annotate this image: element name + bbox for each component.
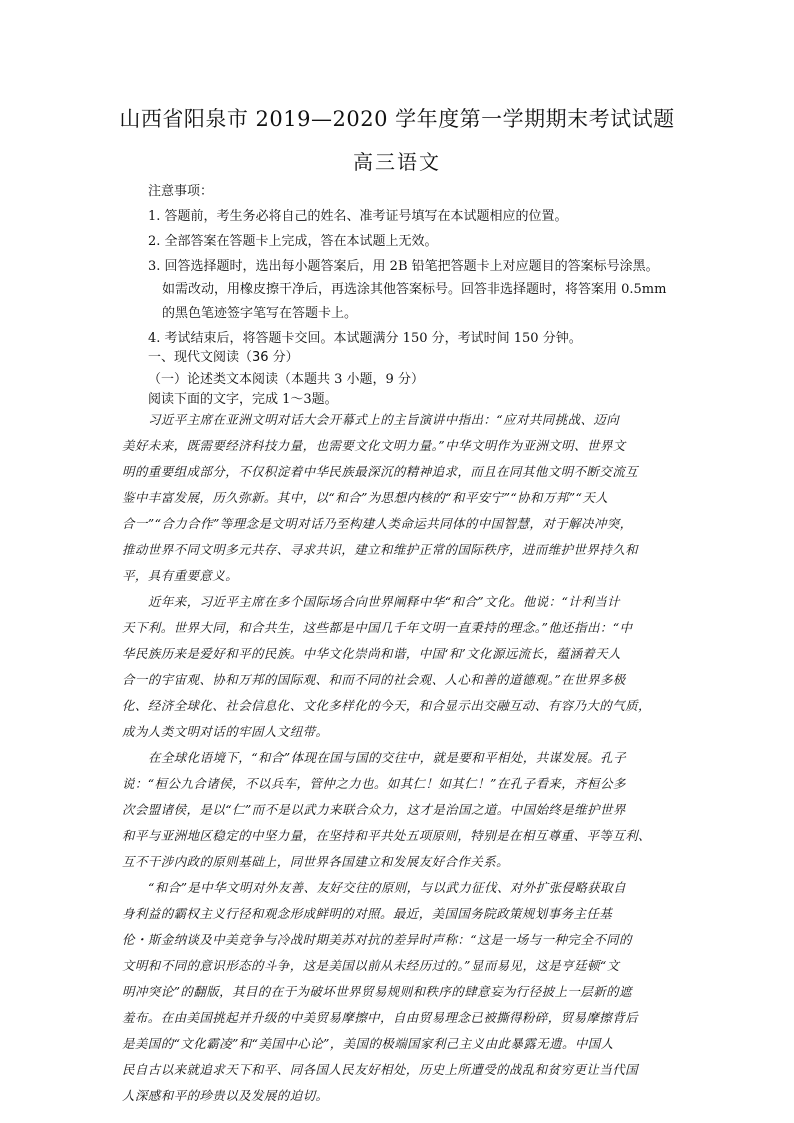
notice-item: 的黑色笔迹签字笔写在答题卡上。 [162, 306, 358, 321]
passage-line: “和合”是中华文明对外友善、友好交往的原则，与以武力征伐、对外扩张侵略获取自 [148, 880, 626, 895]
passage-line: 在全球化语境下，“和合”体现在国与国的交往中，就是要和平相处，共谋发展。孔子 [148, 750, 626, 765]
passage-line: 文明和不同的意识形态的斗争，这是美国以前从未经历过的。”显而易见，这是亨廷顿“文 [122, 958, 620, 973]
passage-line: 成为人类文明对话的牢固人文纽带。 [122, 724, 329, 739]
passage-line: 合一的宇宙观、协和万邦的国际观、和而不同的社会观、人心和善的道德观。”在世界多极 [122, 672, 626, 687]
passage-line: 平，具有重要意义。 [122, 568, 239, 583]
section-heading: 一、现代文阅读（36 分） [148, 350, 299, 365]
passage-line: 推动世界不同文明多元共存、寻求共识，建立和维护正常的国际秩序，进而维护世界持久和 [122, 542, 639, 557]
passage-line: 合一”“合力合作”等理念是文明对话乃至构建人类命运共同体的中国智慧，对于解决冲突， [122, 516, 633, 531]
passage-line: 和平与亚洲地区稳定的中坚力量，在坚持和平共处五项原则，特别是在相互尊重、平等互利、 [122, 828, 651, 843]
passage-line: 近年来，习近平主席在多个国际场合向世界阐释中华“和合”文化。他说：“计利当计 [148, 594, 620, 609]
passage-line: 化、经济全球化、社会信息化、文化多样化的今天，和合显示出交融互动、有容乃大的气质， [122, 698, 651, 713]
passage-line: 天下利。世界大同，和合共生，这些都是中国几千年文明一直秉持的理念。”他还指出：“中 [122, 620, 633, 635]
notice-item: 4. 考试结束后，将答题卡交回。本试题满分 150 分，考试时间 150 分钟。 [148, 331, 582, 346]
instruction-text: 阅读下面的文字，完成 1～3题。 [148, 392, 338, 407]
notice-item: 1. 答题前，考生务必将自己的姓名、准考证号填写在本试题相应的位置。 [148, 209, 568, 224]
passage-line: 羞布。在由美国挑起并升级的中美贸易摩擦中，自由贸易理念已被撕得粉碎，贸易摩擦背后 [122, 1010, 639, 1025]
passage-line: 民自古以来就追求天下和平、同各国人民友好相处，历史上所遭受的战乱和贫穷更让当代国 [122, 1062, 639, 1077]
passage-line: 伦・斯金纳谈及中美竞争与冷战时期美苏对抗的差异时声称：“这是一场与一种完全不同的 [122, 932, 632, 947]
passage-line: 说：“桓公九合诸侯，不以兵车，管仲之力也。如其仁！如其仁！”在孔子看来，齐桓公多 [122, 776, 626, 791]
notice-item: 2. 全部答案在答题卡上完成，答在本试题上无效。 [148, 234, 438, 249]
passage-line: 华民族历来是爱好和平的民族。中华文化崇尚和谐，中国‘和’文化源远流长，蕴涵着天人 [122, 646, 621, 661]
passage-line: 次会盟诸侯，是以“仁”而不是以武力来联合众力，这才是治国之道。中国始终是维护世界 [122, 802, 626, 817]
passage-line: 明冲突论”的翻版，其目的在于为破坏世界贸易规则和秩序的肆意妄为行径披上一层新的遮 [122, 984, 632, 999]
exam-title: 山西省阳泉市 2019—2020 学年度第一学期期末考试试题 [119, 107, 675, 131]
passage-line: 身利益的霸权主义行径和观念形成鲜明的对照。最近，美国国务院政策规划事务主任基 [122, 906, 613, 921]
notice-heading: 注意事项： [148, 184, 214, 199]
passage-line: 美好未来，既需要经济科技力量，也需要文化文明力量。”中华文明作为亚洲文明、世界文 [122, 438, 626, 453]
passage-line: 明的重要组成部分，不仅积淀着中华民族最深沉的精神追求，而且在同其他文明不断交流互 [122, 464, 639, 479]
notice-item: 如需改动，用橡皮擦干净后，再选涂其他答案标号。回答非选择题时，将答案用 0.5mm [162, 282, 667, 297]
passage-line: 是美国的“文化霸凌”和“美国中心论”，美国的极端国家利己主义由此暴露无遗。中国人 [122, 1036, 614, 1051]
passage-line: 人深感和平的珍贵以及发展的迫切。 [122, 1088, 329, 1103]
passage-line: 互不干涉内政的原则基础上，同世界各国建立和发展友好合作关系。 [122, 854, 510, 869]
notice-item: 3. 回答选择题时，选出每小题答案后，用 2B 铅笔把答题卡上对应题目的答案标号涂黑。 [148, 259, 659, 274]
exam-subtitle: 高三语文 [353, 150, 441, 174]
subsection-heading: （一）论述类文本阅读（本题共 3 小题，9 分） [148, 372, 424, 387]
passage-line: 习近平主席在亚洲文明对话大会开幕式上的主旨演讲中指出：“应对共同挑战、迈向 [148, 412, 620, 427]
passage-line: 鉴中丰富发展，历久弥新。其中，以“和合”为思想内核的“和平安宁”“协和万邦”“天人 [122, 490, 609, 505]
